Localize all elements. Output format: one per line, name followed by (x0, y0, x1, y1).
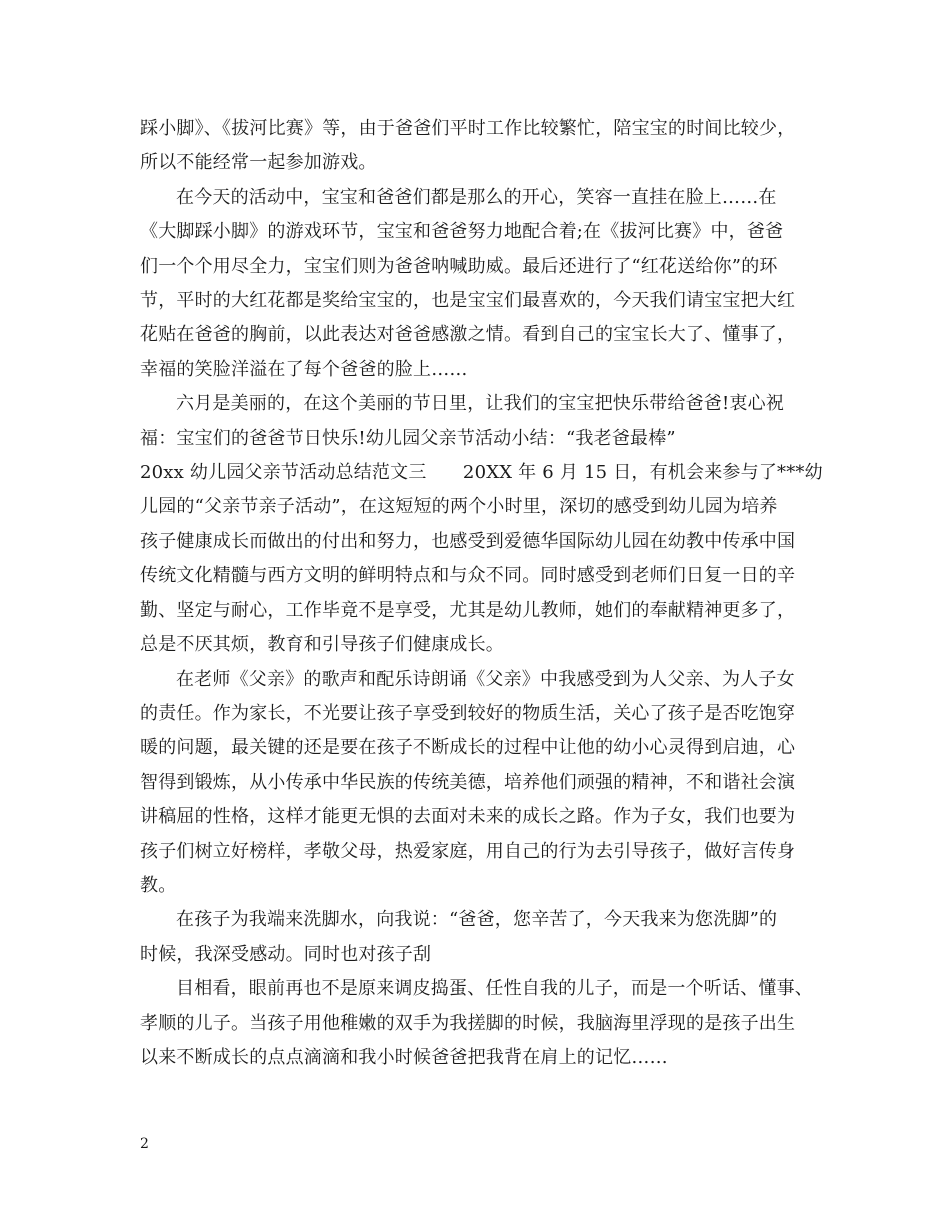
text-line: 所以不能经常一起参加游戏。 (140, 152, 377, 174)
body-text (140, 112, 823, 1075)
text-line: 智得到锻炼，从小传承中华民族的传统美德，培养他们顽强的精神，不和谐社会演 (140, 771, 796, 793)
text-line: 花贴在爸爸的胸前，以此表达对爸爸感激之情。看到自己的宝宝长大了、懂事了， (140, 324, 796, 346)
text-line: 暖的问题，最关键的还是要在孩子不断成长的过程中让他的幼小心灵得到启迪，心 (140, 737, 796, 759)
text-line: 孝顺的儿子。当孩子用他稚嫩的双手为我搓脚的时候，我脑海里浮现的是孩子出生 (140, 1012, 796, 1034)
text-line: 儿园的“父亲节亲子活动”，在这短短的两个小时里，深切的感受到幼儿园为培养 (140, 496, 778, 518)
text-line: 在今天的活动中，宝宝和爸爸们都是那么的开心，笑容一直挂在脸上……在 (176, 186, 777, 208)
text-line: 勤、坚定与耐心，工作毕竟不是享受，尤其是幼儿教师，她们的奉献精神更多了， (140, 599, 796, 621)
text-line: 节，平时的大红花都是奖给宝宝的，也是宝宝们最喜欢的，今天我们请宝宝把大红 (140, 290, 796, 312)
text-line: 以来不断成长的点点滴滴和我小时候爸爸把我背在肩上的记忆…… (140, 1046, 668, 1068)
text-line: 教。 (140, 874, 177, 896)
text-line: 孩子健康成长而做出的付出和努力，也感受到爱德华国际幼儿园在幼教中传承中国 (140, 530, 796, 552)
text-line: 总是不厌其烦，教育和引导孩子们健康成长。 (140, 634, 504, 656)
text-line: 幸福的笑脸洋溢在了每个爸爸的脸上…… (140, 358, 468, 380)
text-line: 福：宝宝们的爸爸节日快乐!幼儿园父亲节活动小结：“我老爸最棒” (140, 427, 676, 449)
text-line: 踩小脚》、《拔河比赛》等，由于爸爸们平时工作比较繁忙，陪宝宝的时间比较少， (140, 118, 796, 139)
text-line: 讲稿屈的性格，这样才能更无惧的去面对未来的成长之路。作为子女，我们也要为 (140, 806, 796, 828)
text-line: 们一个个用尽全力，宝宝们则为爸爸呐喊助威。最后还进行了“红花送给你”的环 (140, 255, 778, 277)
text-line: 六月是美丽的，在这个美丽的节日里，让我们的宝宝把快乐带给爸爸!衷心祝 (176, 393, 785, 415)
text-line: 20xx 幼儿园父亲节活动总结范文三 20XX 年 6 月 15 日，有机会来参与了***幼 (140, 462, 823, 484)
text-line: 的责任。作为家长，不光要让孩子享受到较好的物质生活，关心了孩子是否吃饱穿 (140, 702, 796, 724)
text-line: 传统文化精髓与西方文明的鲜明特点和与众不同。同时感受到老师们日复一日的辛 (140, 565, 796, 587)
text-line: 孩子们树立好榜样，孝敬父母，热爱家庭，用自己的行为去引导孩子，做好言传身 (140, 840, 796, 862)
text-line: 目相看，眼前再也不是原来调皮捣蛋、任性自我的儿子，而是一个听话、懂事、 (176, 978, 813, 1000)
text-line: 在孩子为我端来洗脚水，向我说：“爸爸，您辛苦了，今天我来为您洗脚”的 (176, 909, 778, 931)
text-line: 时候，我深受感动。同时也对孩子刮 (140, 943, 432, 965)
text-line: 《大脚踩小脚》的游戏环节，宝宝和爸爸努力地配合着;在《拔河比赛》中，爸爸 (140, 221, 784, 243)
page-number: 2 (140, 1136, 149, 1152)
text-line: 在老师《父亲》的歌声和配乐诗朗诵《父亲》中我感受到为人父亲、为人子女 (176, 668, 795, 690)
